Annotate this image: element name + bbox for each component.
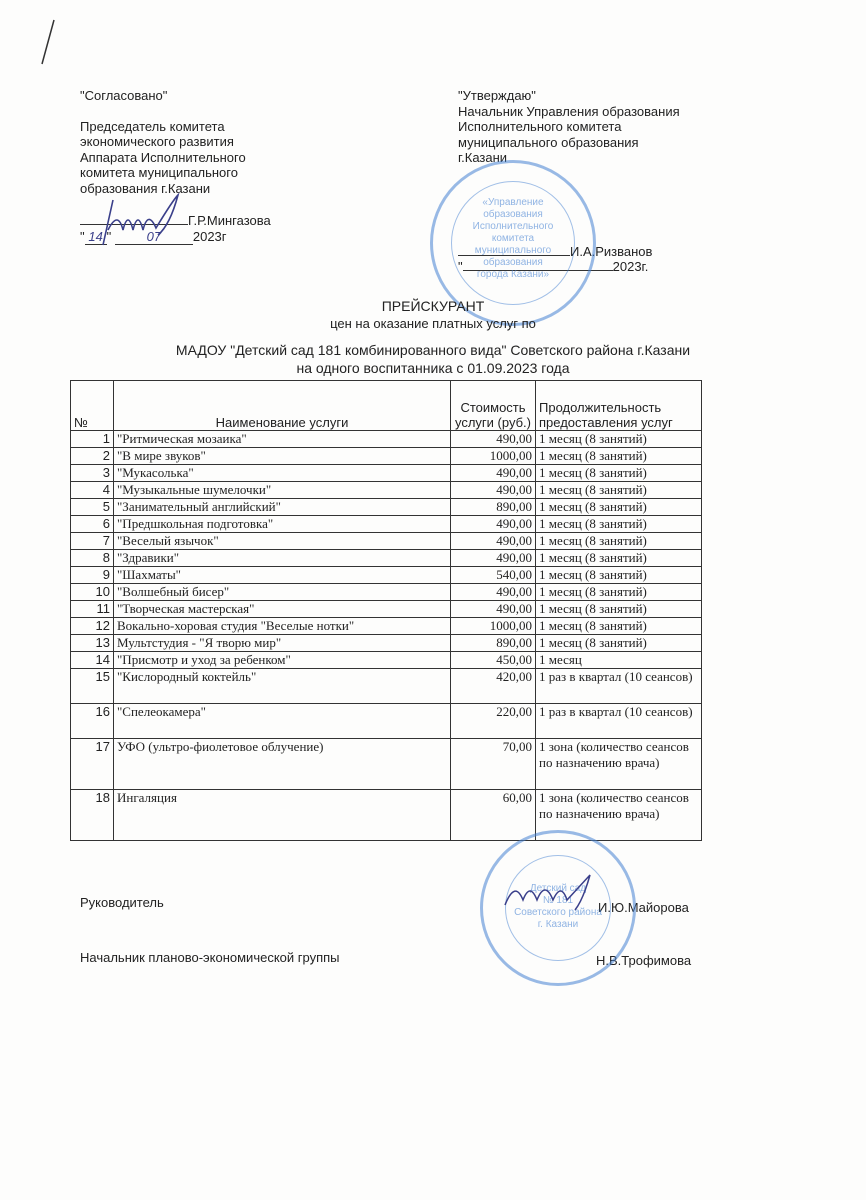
service-price: 450,00 bbox=[451, 652, 536, 669]
stamp-text: Детский сад bbox=[529, 883, 587, 894]
signature-left bbox=[78, 190, 198, 250]
service-duration: 1 месяц (8 занятий) bbox=[536, 431, 702, 448]
service-duration: 1 месяц (8 занятий) bbox=[536, 499, 702, 516]
signature-bottom bbox=[495, 870, 615, 920]
stamp-text: г. Казани bbox=[537, 919, 579, 930]
row-number: 14 bbox=[71, 652, 114, 669]
table-row bbox=[71, 533, 702, 550]
table-row bbox=[71, 669, 702, 704]
right-line: муниципального образования bbox=[458, 134, 639, 150]
agreed-title: "Согласовано" bbox=[80, 88, 168, 103]
table-row bbox=[71, 516, 702, 533]
service-duration: 1 месяц (8 занятий) bbox=[536, 465, 702, 482]
service-name: "Занимательный английский" bbox=[114, 499, 451, 516]
stamp-text: «Управление bbox=[482, 197, 544, 208]
row-number: 10 bbox=[71, 584, 114, 601]
stamp-text: муниципального bbox=[474, 245, 552, 256]
service-duration: 1 месяц (8 занятий) bbox=[536, 533, 702, 550]
row-number: 3 bbox=[71, 465, 114, 482]
price-table bbox=[70, 380, 702, 841]
right-line: Исполнительного комитета bbox=[458, 119, 622, 134]
planning-label: Начальник планово-экономической группы bbox=[80, 950, 340, 965]
service-price: 1000,00 bbox=[451, 448, 536, 465]
row-number: 5 bbox=[71, 499, 114, 516]
service-duration: 1 месяц (8 занятий) bbox=[536, 635, 702, 652]
service-name: "В мире звуков" bbox=[114, 448, 451, 465]
document-subtitle: цен на оказание платных услуг по bbox=[330, 316, 536, 331]
service-name: "Мукасолька" bbox=[114, 465, 451, 482]
service-duration: 1 зона (количество сеансов по назначению врача) bbox=[536, 739, 702, 790]
row-number: 15 bbox=[71, 669, 114, 704]
service-duration: 1 месяц (8 занятий) bbox=[536, 584, 702, 601]
service-duration: 1 месяц (8 занятий) bbox=[536, 448, 702, 465]
service-price: 490,00 bbox=[451, 431, 536, 448]
row-number: 11 bbox=[71, 601, 114, 618]
service-name: "Здравики" bbox=[114, 550, 451, 567]
stamp-text: комитета bbox=[491, 233, 535, 244]
left-signatory-name: Г.Р.Мингазова bbox=[188, 213, 271, 228]
service-name: "Предшкольная подготовка" bbox=[114, 516, 451, 533]
left-line: комитета муниципального bbox=[80, 165, 238, 180]
row-number: 2 bbox=[71, 448, 114, 465]
service-name: "Волшебный бисер" bbox=[114, 584, 451, 601]
price-period: на одного воспитанника с 01.09.2023 года bbox=[296, 360, 570, 376]
table-row bbox=[71, 601, 702, 618]
service-price: 490,00 bbox=[451, 516, 536, 533]
stamp-text: образования bbox=[483, 257, 543, 268]
row-number: 1 bbox=[71, 431, 114, 448]
service-duration: 1 месяц (8 занятий) bbox=[536, 601, 702, 618]
service-duration: 1 месяц (8 занятий) bbox=[536, 618, 702, 635]
service-price: 70,00 bbox=[451, 739, 536, 790]
service-name: "Шахматы" bbox=[114, 567, 451, 584]
pen-mark bbox=[38, 18, 58, 68]
right-line: г.Казани bbox=[458, 150, 508, 165]
table-row bbox=[71, 739, 702, 790]
stamp-text: Исполнительного bbox=[472, 221, 554, 232]
service-price: 490,00 bbox=[451, 584, 536, 601]
table-row bbox=[71, 652, 702, 669]
service-price: 490,00 bbox=[451, 533, 536, 550]
service-name: Ингаляция bbox=[114, 790, 451, 841]
service-name: "Творческая мастерская" bbox=[114, 601, 451, 618]
row-number: 7 bbox=[71, 533, 114, 550]
date-year: 2023г. bbox=[612, 259, 649, 274]
planning-name: Н.В.Трофимова bbox=[596, 953, 692, 968]
service-price: 490,00 bbox=[451, 465, 536, 482]
service-duration: 1 месяц (8 занятий) bbox=[536, 550, 702, 567]
row-number: 17 bbox=[71, 739, 114, 790]
row-number: 13 bbox=[71, 635, 114, 652]
table-row bbox=[71, 567, 702, 584]
table-row bbox=[71, 584, 702, 601]
service-duration: 1 месяц (8 занятий) bbox=[536, 516, 702, 533]
service-price: 490,00 bbox=[451, 601, 536, 618]
row-number: 18 bbox=[71, 790, 114, 841]
date-year: 2023г bbox=[192, 228, 227, 244]
service-name: УФО (ультро-фиолетовое облучение) bbox=[114, 739, 451, 790]
row-number: 16 bbox=[71, 704, 114, 739]
service-duration: 1 зона (количество сеансов по назначению врача) bbox=[536, 790, 702, 841]
right-line: Начальник Управления образования bbox=[458, 103, 680, 119]
service-name: "Спелеокамера" bbox=[114, 704, 451, 739]
table-row bbox=[71, 465, 702, 482]
service-duration: 1 раз в квартал (10 сеансов) bbox=[536, 669, 702, 704]
head-name: И.Ю.Майорова bbox=[598, 900, 689, 915]
service-price: 420,00 bbox=[451, 669, 536, 704]
head-label: Руководитель bbox=[80, 895, 164, 910]
document-title: ПРЕЙСКУРАНТ bbox=[381, 298, 485, 314]
service-price: 490,00 bbox=[451, 550, 536, 567]
table-row bbox=[71, 431, 702, 448]
header-price: Стоимость услуги (руб.) bbox=[451, 381, 536, 431]
service-price: 540,00 bbox=[451, 567, 536, 584]
service-duration: 1 месяц (8 занятий) bbox=[536, 567, 702, 584]
table-row bbox=[71, 618, 702, 635]
service-name: "Ритмическая мозаика" bbox=[114, 431, 451, 448]
header-num: № bbox=[71, 381, 114, 431]
left-line: Аппарата Исполнительного bbox=[80, 149, 246, 165]
table-row bbox=[71, 550, 702, 567]
service-price: 1000,00 bbox=[451, 618, 536, 635]
organization-name: МАДОУ "Детский сад 181 комбинированного вида" Советского района г.Казани bbox=[175, 342, 691, 358]
table-row bbox=[71, 499, 702, 516]
table-row bbox=[71, 448, 702, 465]
row-number: 9 bbox=[71, 567, 114, 584]
left-line: образования г.Казани bbox=[80, 180, 211, 196]
service-duration: 1 месяц (8 занятий) bbox=[536, 482, 702, 499]
service-name: "Присмотр и уход за ребенком" bbox=[114, 652, 451, 669]
service-name: Вокально-хоровая студия "Веселые нотки" bbox=[114, 618, 451, 635]
service-name: "Музыкальные шумелочки" bbox=[114, 482, 451, 499]
service-duration: 1 раз в квартал (10 сеансов) bbox=[536, 704, 702, 739]
left-line: экономического развития bbox=[80, 134, 234, 149]
row-number: 4 bbox=[71, 482, 114, 499]
service-name: "Кислородный коктейль" bbox=[114, 669, 451, 704]
service-duration: 1 месяц bbox=[536, 652, 702, 669]
table-row bbox=[71, 635, 702, 652]
header-name: Наименование услуги bbox=[114, 381, 451, 431]
stamp-text: образования bbox=[483, 209, 543, 220]
row-number: 12 bbox=[71, 618, 114, 635]
service-name: "Веселый язычок" bbox=[114, 533, 451, 550]
row-number: 6 bbox=[71, 516, 114, 533]
stamp-text: Советского района bbox=[514, 907, 602, 918]
service-name: Мультстудия - "Я творю мир" bbox=[114, 635, 451, 652]
service-price: 60,00 bbox=[451, 790, 536, 841]
table-row bbox=[71, 790, 702, 841]
service-price: 490,00 bbox=[451, 482, 536, 499]
stamp-text: № 181 bbox=[542, 895, 574, 906]
approval-right: "Утверждаю" Начальник Управления образования Исполнительного комитета муниципального образования г.Казани И.А.Ризванов " 2023г. bbox=[458, 88, 680, 274]
stamp-text: города Казани» bbox=[476, 269, 550, 280]
header-duration: Продолжительность предоставления услуг bbox=[536, 381, 702, 431]
service-price: 890,00 bbox=[451, 635, 536, 652]
service-price: 220,00 bbox=[451, 704, 536, 739]
service-price: 890,00 bbox=[451, 499, 536, 516]
date-month: 07 bbox=[115, 229, 193, 246]
table-row bbox=[71, 704, 702, 739]
right-signatory-name: И.А.Ризванов bbox=[570, 243, 653, 259]
table-row bbox=[71, 482, 702, 499]
date-day: 14 bbox=[85, 229, 107, 246]
left-line: Председатель комитета bbox=[80, 118, 225, 134]
row-number: 8 bbox=[71, 550, 114, 567]
approval-left: "Согласовано" Председатель комитета экономического развития Аппарата Исполнительного комитета муниципального образования г.Казани Г.Р.Мингазова " 14 " 07 2023г bbox=[80, 88, 271, 244]
approved-title: "Утверждаю" bbox=[458, 88, 536, 103]
